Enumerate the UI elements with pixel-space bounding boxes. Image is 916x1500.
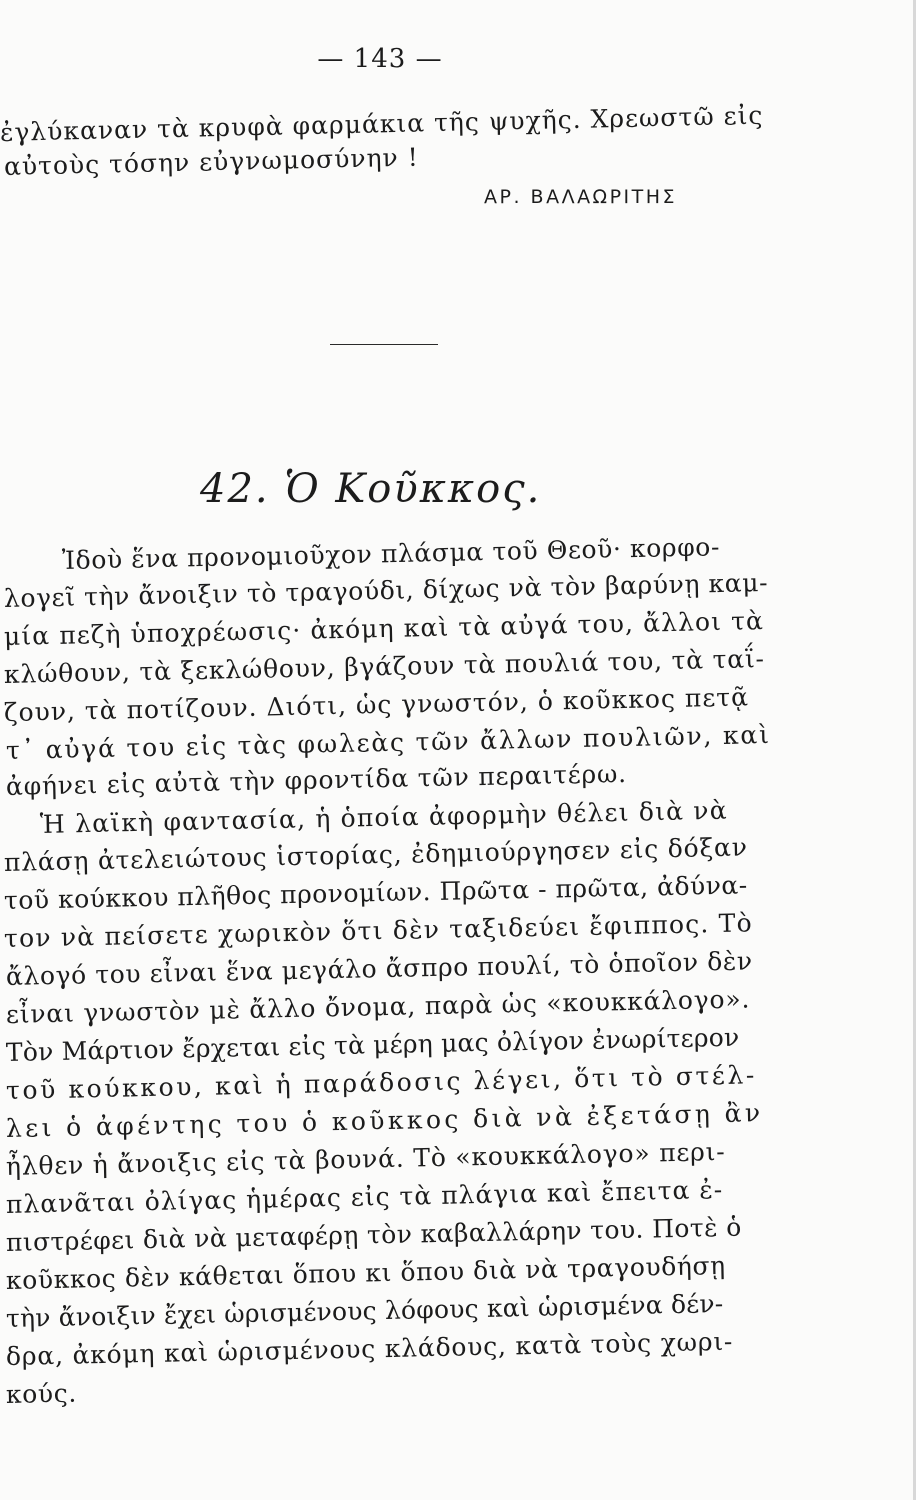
body-line: κοῦκκος δὲν κάθεται ὅπου κι ὅπου διὰ νὰ τραγουδήσῃ [5,1250,726,1295]
body-line: ζουν, τὰ ποτίζουν. Διότι, ὡς γνωστόν, ὁ κοῦκκος πετᾷ [3,682,750,727]
body-line: εἶναι γνωστὸν μὲ ἄλλο ὄνομα, παρὰ ὡς «κουκκάλογο». [5,984,751,1029]
body-line: πλανᾶται ὀλίγας ἡμέρας εἰς τὰ πλάγια καὶ ἔπειτα ἐ- [5,1174,724,1219]
body-line: κλώθουν, τὰ ξεκλώθουν, βγάζουν τὰ πουλιά του, τὰ ταΐ- [3,644,766,689]
body-line: ἦλθεν ἡ ἄνοιξις εἰς τὰ βουνά. Τὸ «κουκκάλογο» περι- [5,1136,726,1181]
body-line: ἄλογό του εἶναι ἕνα μεγάλο ἄσπρο πουλί, τὸ ὁποῖον δὲν [5,946,753,991]
page-number: — 143 — [317,44,443,74]
body-line: τὴν ἄνοιξιν ἔχει ὡρισμένους λόφους καὶ ὡρισμένα δέν- [5,1288,724,1333]
body-line: κούς. [5,1378,78,1409]
body-line: δρα, ἀκόμη καὶ ὡρισμένους κλάδους, κατὰ τοὺς χωρι- [5,1326,734,1371]
body-line: πλάσῃ ἀτελειώτους ἱστορίας, ἐδημιούργησεν εἰς δόξαν [3,832,748,877]
quote-line: αὐτοὺς τόσην εὐγνωμοσύνην ! [3,142,420,181]
body-line: λογεῖ τὴν ἄνοιξιν τὸ τραγούδι, δίχως νὰ τὸν βαρύνῃ καμ- [3,567,769,613]
body-line: Τὸν Μάρτιον ἔρχεται εἰς τὰ μέρη μας ὀλίγον ἐνωρίτερον [5,1022,740,1067]
chapter-title: 42. Ὁ Κοῦκκος. [200,466,542,512]
body-line: τοῦ κούκκου πλῆθος προνομίων. Πρῶτα - πρῶτα, ἀδύνα- [3,870,748,915]
body-line: τον νὰ πείσετε χωρικὸν ὅτι δὲν ταξιδεύει ἔφιππος. Τὸ [3,908,754,953]
body-line: τοῦ κούκκου, καὶ ἡ παράδοσις λέγει, ὅτι τὸ στέλ- [5,1060,758,1105]
body-line: πιστρέφει διὰ νὰ μεταφέρῃ τὸν καβαλλάρην του. Ποτὲ ὁ [5,1212,742,1257]
body-line: Ἡ λαϊκὴ φαντασία, ἡ ὁποία ἀφορμὴν θέλει διὰ νὰ [39,795,729,839]
body-line: ἀφήνει εἰς αὐτὰ τὴν φροντίδα τῶν περαιτέρω. [5,758,628,801]
body-line: λει ὁ ἀφέντης του ὁ κοῦκκος διὰ νὰ ἐξετάσῃ ἂν [5,1098,764,1143]
quote-line: ἐγλύκαναν τὰ κρυφὰ φαρμάκια τῆς ψυχῆς. Χρεωστῶ εἰς [0,100,764,147]
quote-author: ΑΡ. ΒΑΛΑΩΡΙΤΗΣ [484,186,678,208]
body-line: Ἰδοὺ ἕνα προνομιοῦχον πλάσμα τοῦ Θεοῦ· κορφο- [61,532,721,575]
body-line: τ᾽ αὐγά του εἰς τὰς φωλεὰς τῶν ἄλλων πουλιῶν, καὶ [5,719,771,765]
body-line: μία πεζὴ ὑποχρέωσις· ἀκόμη καὶ τὰ αὐγά του, ἄλλοι τὰ [3,606,765,651]
